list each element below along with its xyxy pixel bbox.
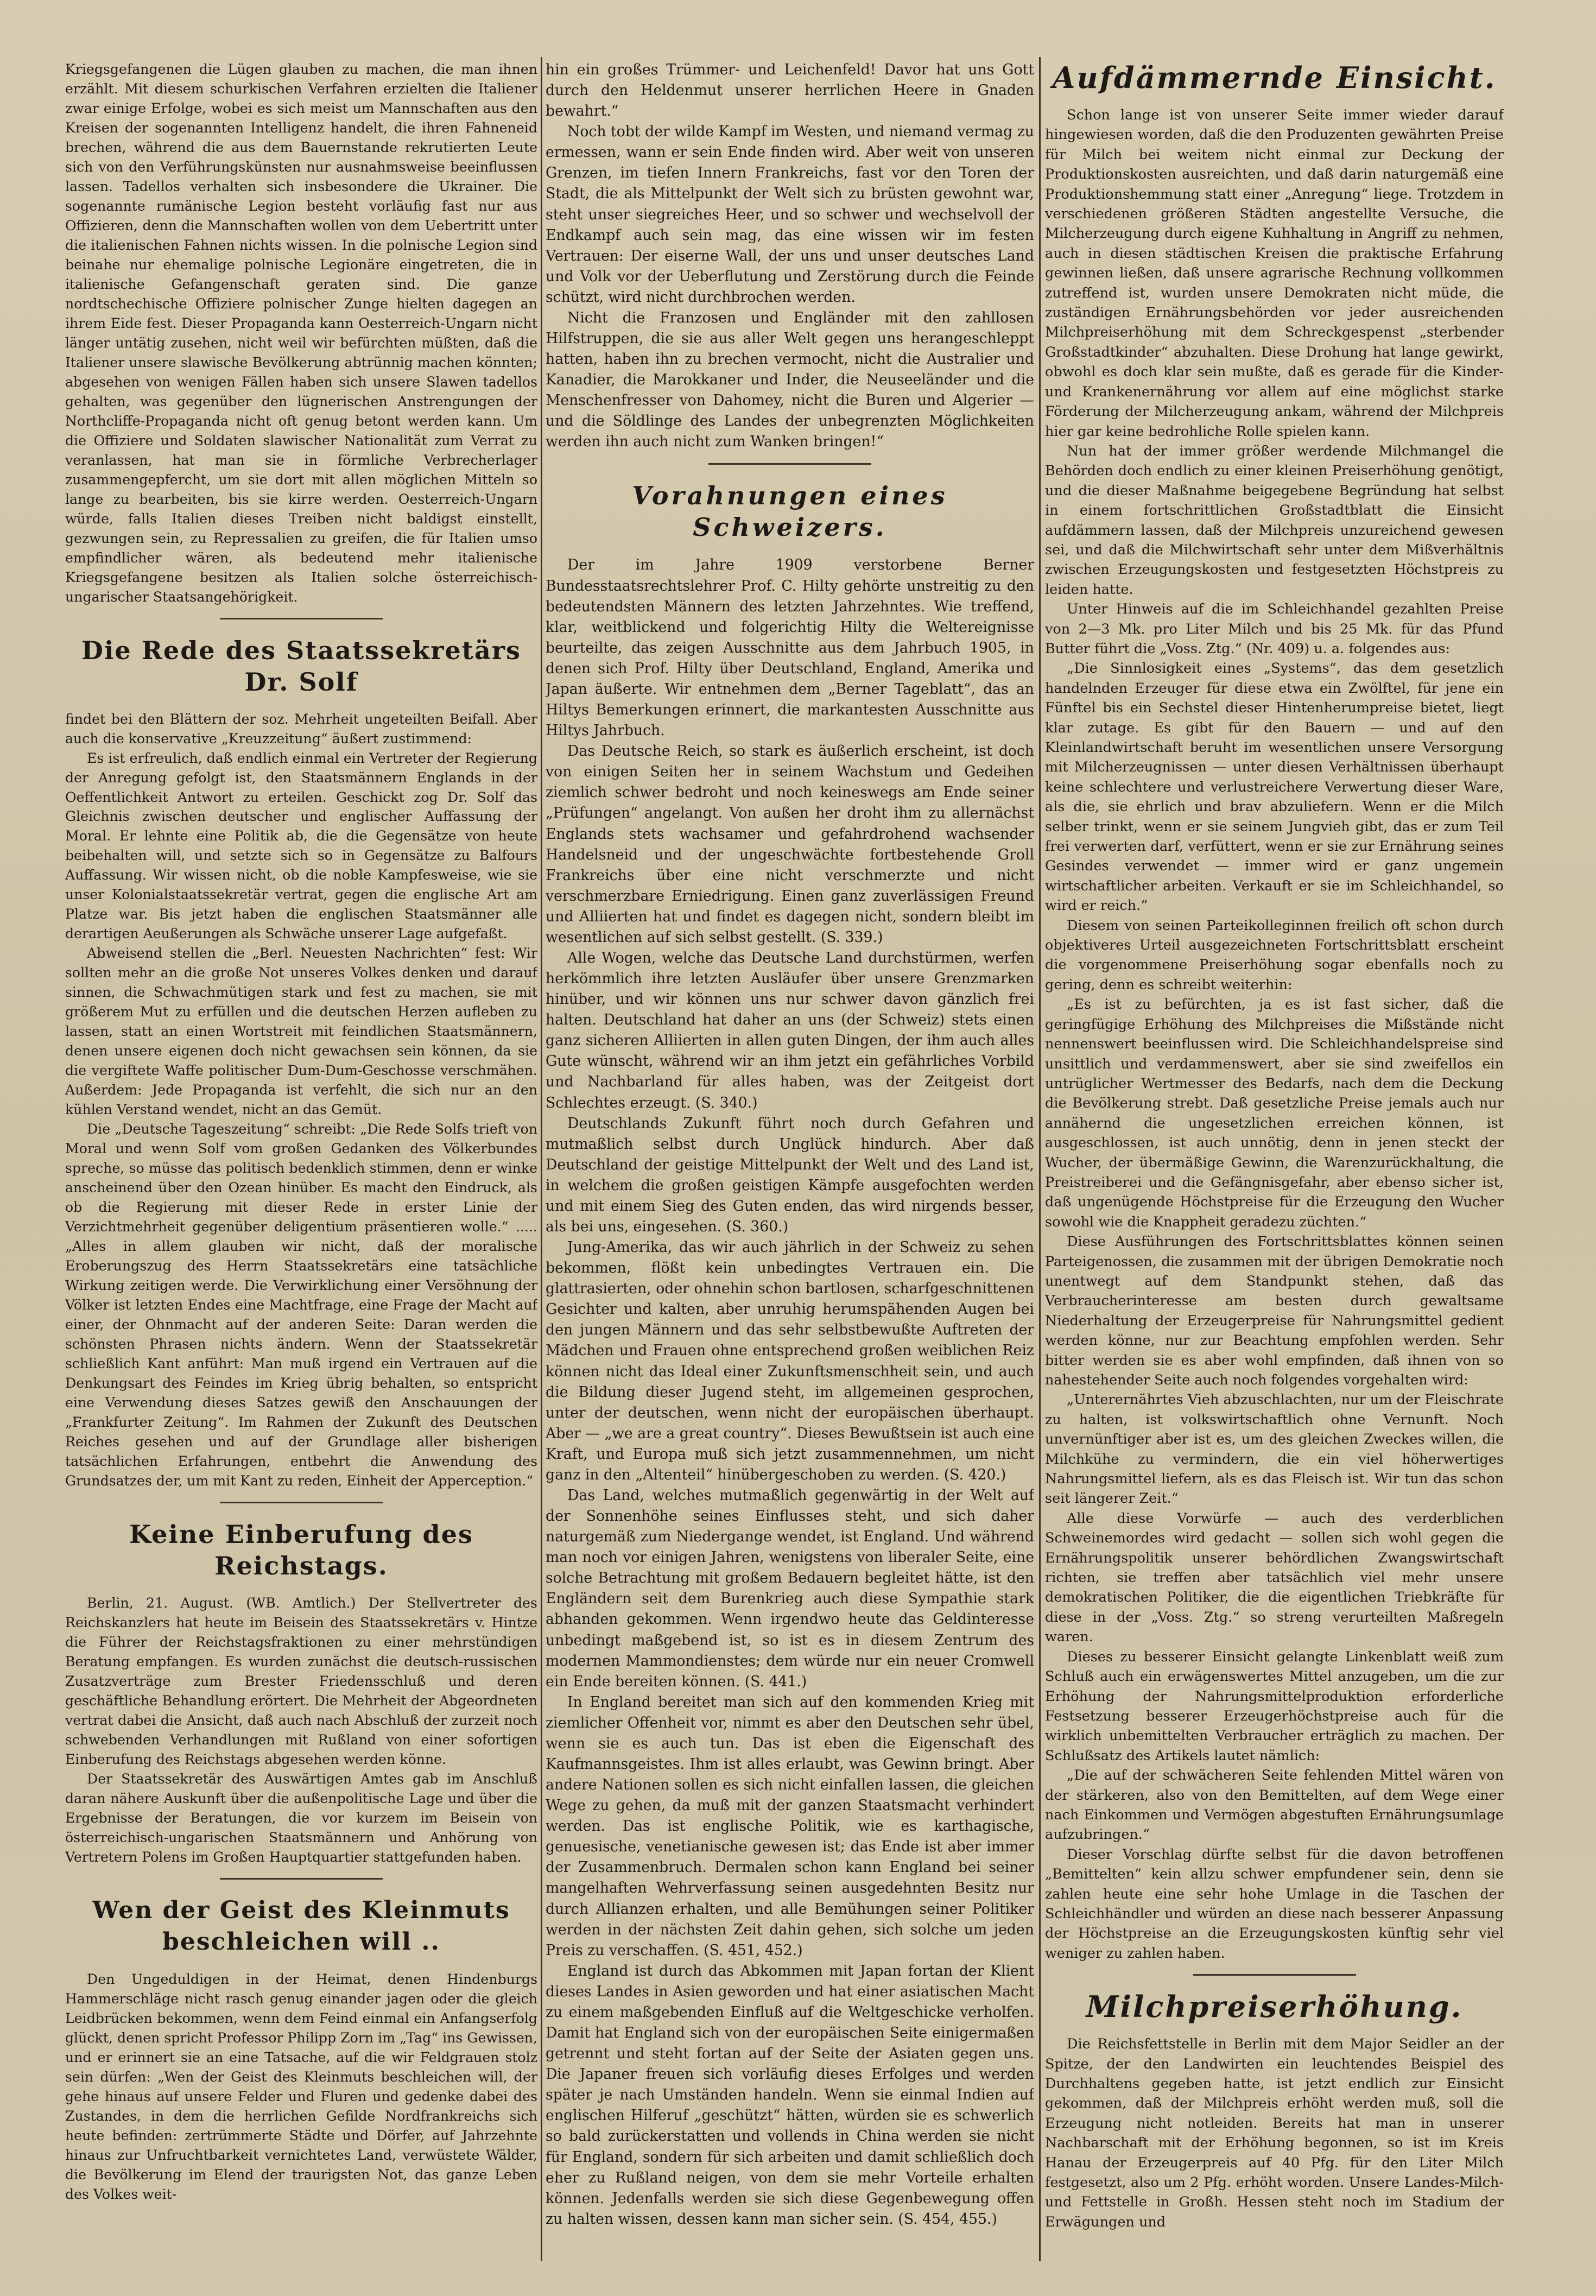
article-paragraph: „Es ist zu befürchten, ja es ist fast sicher, daß die geringfügige Erhöhung des Milchpreises die Mißstände nicht nennenswert beeinflussen wird. Die Schleichhandelspreise sind unsittlich und verdammenswert, aber sie sind zweifellos ein untrüglicher Wertmesser des Bedarfs, nach dem die Deckung die Bevölkerung strebt. Daß gesetzliche Preise jemals auch nur annähernd die ungesetzlichen erreichen können, ist ausgeschlossen, ist auch unnötig, denn in jenen steckt der Wucher, der übermäßige Gewinn, die Warenzurückhaltung, die Preistreiberei und die Gefängnisgefahr, aber ebenso sicher ist, daß ungenügende Höchstpreise für die Erzeugung den Wucher sowohl wie die Knappheit geradezu züchten.“ [1045,996,1504,1230]
article-divider [220,618,383,619]
article-divider [1193,1974,1356,1976]
article-paragraph: Das Land, welches mutmaßlich gegenwärtig in der Welt auf der Sonnenhöhe seines Einflusses steht, und sich daher naturgemäß zum Niedergange wendet, ist England. Und während man noch vor einigen Jahren, wenigstens von liberaler Seite, eine solche Betrachtung mit großem Bedauern begleitet hätte, ist den Engländern seit dem Burenkrieg auch diese Sympathie stark abhanden gekommen. Wenn irgendwo heute das Geldinteresse unbedingt maßgebend ist, so ist es in diesem Zentrum des modernen Mammondienstes; dem würde nur ein neuer Cromwell ein Ende bereiten können. (S. 441.) [546,1487,1034,1690]
article-paragraph: Schon lange ist von unserer Seite immer wieder darauf hingewiesen worden, daß die den Produzenten gewährten Preise für Milch bei weitem nicht einmal zur Deckung der Produktionskosten ausreichten, und daß darin naturgemäß eine Produktionshemmung statt einer „Anregung“ liege. Trotzdem in verschiedenen größeren Städten angestellte Versuche, die Milcherzeugung durch eigene Kuhhaltung in Angriff zu nehmen, auch in diesen städtischen Kreisen die praktische Erfahrung gewinnen ließen, daß unsere agrarische Rechnung vollkommen zutreffend ist, wurden unsere Demokraten nicht müde, die zuständigen Ernährungsbehörden vor jeder ausreichenden Milchpreiserhöhung mit dem Schreckgespenst „sterbender Großstadtkinder“ abzuhalten. Diese Drohung hat lange gewirkt, obwohl es doch klar sein mußte, daß es gerade für die Kinder- und Krankenernährung vor allem auf eine möglichst starke Förderung der Milcherzeugung ankam, während der Milchpreis hier gar keine bedrohliche Rolle spielen kann. [1045,107,1504,440]
article-paragraph: Nun hat der immer größer werdende Milchmangel die Behörden doch endlich zu einer kleinen Preiserhöhung genötigt, und die dieser Maßnahme beigegebene Begründung hat selbst in einem fortschrittlichen Großstadtblatt die Einsicht aufdämmern lassen, daß der Milchpreis unzureichend gewesen sei, und daß die Milchwirtschaft sehr unter dem Mißverhältnis zwischen Erzeugungskosten und festgesetzten Höchstpreis zu leiden hatte. [1045,442,1504,598]
column-right [1045,60,1504,2253]
headline-einsicht: Aufdämmernde Einsicht. [1052,60,1497,95]
article-paragraph: Noch tobt der wilde Kampf im Westen, und niemand vermag zu ermessen, wann er sein Ende finden wird. Aber weit von unseren Grenzen, im tiefen Innern Frankreichs, fast vor den Toren der Stadt, die als Mittelpunkt der Welt sich zu brüsten gewohnt war, steht unser siegreiches Heer, und so schwer und wechselvoll der Endkampf auch sein mag, das eine wissen wir im festen Vertrauen: Der eiserne Wall, der uns und unser deutsches Land und Volk vor der Ueberflutung und Zerstörung durch die Feinde schützt, wird nicht durchbrochen werden. [546,123,1034,306]
headline-reichstag: Keine Einberufung des Reichstags. [129,1519,473,1580]
article-paragraph: Berlin, 21. August. (WB. Amtlich.) Der Stellvertreter des Reichskanzlers hat heute im Beisein des Staatssekretärs v. Hintze die Führer der Reichstagsfraktionen zu einer mehrstündigen Beratung empfangen. Es wurden zunächst die deutsch-russischen Zusatzverträge zum Brester Friedensschluß und deren geschäftliche Behandlung erörtert. Die Mehrheit der Abgeordneten vertrat dabei die Ansicht, daß auch nach Abschluß der zurzeit noch schwebenden Verhandlungen mit Rußland von einer sofortigen Einberufung des Reichstags abgesehen werden könne. [65,1595,537,1767]
article-paragraph: Nicht die Franzosen und Engländer mit den zahllosen Hilfstruppen, die sie aus aller Welt gegen uns herangeschleppt hatten, haben ihn zu brechen vermocht, nicht die Australier und Kanadier, die Marokkaner und Inder, die Neuseeländer und die Menschenfresser von Dahomey, nicht die Buren und Algerier — und die Söldlinge des Landes der unbegrenzten Möglichkeiten werden ihn auch nicht zum Wanken bringen!“ [546,309,1034,451]
article-paragraph: Alle Wogen, welche das Deutsche Land durchstürmen, werfen herkömmlich ihre letzten Ausläufer über unsere Grenzmarken hinüber, und wir können uns nur schwer davon gänzlich frei halten. Deutschland hat daher an uns (der Schweiz) stets einen ganz sicheren Alliierten in allen guten Dingen, der ihm auch alles Gute wünscht, während wir an ihm jetzt ein gefährliches Vorbild und Nachbarland für alles haben, was der Zeitgeist dort Schlechtes erzeugt. (S. 340.) [546,949,1034,1111]
article-paragraph: Deutschlands Zukunft führt noch durch Gefahren und mutmaßlich selbst durch Unglück hindurch. Aber daß Deutschland der geistige Mittelpunkt der Welt und des Land ist, in welchem die großen geistigen Kämpfe ausgefochten werden und mit einem Sieg des Guten enden, das wird nirgends besser, als bei uns, eingesehen. (S. 360.) [546,1115,1034,1235]
article-paragraph: „Unterernährtes Vieh abzuschlachten, nur um der Fleischrate zu halten, ist volkswirtschaftlich ohne Vernunft. Noch unvernünftiger aber ist es, um des gleichen Zweckes willen, die Milchkühe zu vermindern, die ein viel höherwertiges Nahrungsmittel liefern, als es das Fleisch ist. Wir tun das schon seit längerer Zeit.“ [1045,1391,1504,1507]
article-paragraph: Diese Ausführungen des Fortschrittsblattes können seinen Parteigenossen, die zusammen mit der übrigen Demokratie noch unentwegt auf dem Standpunkt stehen, daß das Verbraucherinteresse am besten durch gewaltsame Niederhaltung der Erzeugerpreise für Nahrungsmittel gedient werden könne, nur zur Beachtung empfohlen werden. Sehr bitter werden sie es aber wohl empfinden, daß ihnen von so nahestehender Seite auch noch folgendes vorgehalten wird: [1045,1234,1504,1388]
article-paragraph: Kriegsgefangenen die Lügen glauben zu machen, die man ihnen erzählt. Mit diesem schurkischen Verfahren erzielten die Italiener zwar einige Erfolge, wobei es sich meist um Mannschaften aus den Kreisen der sogenannten Intelligenz handelt, die ihren Fahneneid brechen, während die aus dem Bauernstande rekrutierten Leute sich von den Verführungskünsten nur ausnahmsweise beeinflussen lassen. Tadellos verhalten sich insbesondere die Ukrainer. Die sogenannte rumänische Legion besteht vorläufig fast nur aus Offizieren, denn die Mannschaften wollen von dem Uebertritt unter die italienischen Fahnen nichts wissen. In die polnische Legion sind beinahe nur ehemalige polnische Legionäre eingetreten, die in italienische Gefangenschaft geraten sind. Die ganze nordtschechische Offiziere polnischer Zunge hielten dagegen an ihrem Eide fest. Dieser Propaganda kann Oesterreich-Ungarn nicht länger untätig zusehen, nicht weil wir befürchten müßten, daß die Italiener unsere slawische Bevölkerung abtrünnig machen könnten; abgesehen von wenigen Fällen haben sich unsere Slawen tadellos gehalten, was gegenüber den lügnerischen Anstrengungen der Northcliffe-Propaganda nicht oft genug betont werden kann. Um die Offiziere und Soldaten slawischer Nationalität zum Verrat zu veranlassen, hat man sie in förmliche Verbrecherlager zusammengepfercht, um sie dort mit allen möglichen Mitteln so lange zu bearbeiten, bis sie kirre werden. Oesterreich-Ungarn würde, falls Italien dieses Treiben nicht baldigst einstellt, gezwungen sein, zu Repressalien zu greifen, die für Italien umso empfindlicher wären, als bedeutend mehr italienische Kriegsgefangene besitzen als Italien solche österreichisch-ungarischer Staatsangehörigkeit. [65,61,537,605]
headline-solf-speech: Die Rede des Staatssekretärs Dr. Solf [81,635,521,697]
article-paragraph: „Die Sinnlosigkeit eines „Systems“, das dem gesetzlich handelnden Erzeuger für diese etwa ein Zwölftel, für jene ein Fünftel bis ein Sechstel dieser Hintenherumpreise bietet, liegt klar zutage. Es gibt für den Bauern — und auf den Kleinlandwirtschaft beruht im wesentlichen unsere Versorgung mit Milcherzeugnissen — unter diesen Verhältnissen überhaupt keine schlechtere und verlustreichere Verwertung dieser Ware, als die, sie ehrlich und brav abzuliefern. Wenn er die Milch selber trinkt, wenn er sie seinem Jungvieh gibt, das er zum Teil frei verwerten darf, verfüttert, wenn er sie zur Ernährung seines Gesindes verwendet — immer wird er ganz ungemein wirtschaftlicher arbeiten. Verkauft er sie im Schleichhandel, so wird er reich.“ [1045,660,1504,914]
headline-kleinmut: Wen der Geist des Kleinmuts beschleichen will .. [92,1896,510,1956]
article-paragraph: Alle diese Vorwürfe — auch des verderblichen Schweinemordes wird gedacht — sollen sich wohl gegen die Ernährungspolitik unserer behördlichen Zwangswirtschaft richten, sie treffen aber tatsächlich viel mehr unsere demokratischen Politiker, die die eigentlichen Triebkräfte für diese in der „Voss. Ztg.“ so streng verurteilten Maßregeln waren. [1045,1510,1504,1646]
column-middle [546,60,1034,2253]
headline-milchpreis: Milchpreiserhöhung. [1086,1989,1463,2025]
article-paragraph: Die Reichsfettstelle in Berlin mit dem Major Seidler an der Spitze, der den Landwirten ein leuchtendes Beispiel des Durchhaltens gegeben hatte, ist jetzt endlich zur Einsicht gekommen, daß der Milchpreis erhöht werden muß, soll die Erzeugung nicht notleiden. Bereits hat man in unserer Nachbarschaft mit der Erhöhung begonnen, so ist im Kreis Hanau der Erzeugerpreis auf 40 Pfg. für den Liter Milch festgesetzt, also um 2 Pfg. erhöht worden. Unsere Landes-Milch- und Fettstelle in Großh. Hessen steht noch im Stadium der Erwägungen und [1045,2036,1504,2230]
article-paragraph: In England bereitet man sich auf den kommenden Krieg mit ziemlicher Offenheit vor, nimmt es aber den Deutschen sehr übel, wenn sie es auch tun. Das ist eben die Eigenschaft des Kaufmannsgeistes. Ihm ist alles erlaubt, was Gewinn bringt. Aber andere Nationen sollen es sich nicht einfallen lassen, die gleichen Wege zu gehen, da muß mit der ganzen Staatsmacht verhindert werden. Das ist englische Politik, wie es karthagische, genuesische, venetianische gewesen ist; das Ende ist aber immer der Zusammenbruch. Dermalen schon kann England bei seiner mangelhaften Wehrverfassung seinen ausgedehnten Besitz nur durch Allianzen erhalten, und alle Bemühungen seiner Politiker werden in der nächsten Zeit dahin gehen, sich solche um jeden Preis zu verschaffen. (S. 451, 452.) [546,1693,1034,1959]
article-paragraph: Der im Jahre 1909 verstorbene Berner Bundesstaatsrechtslehrer Prof. C. Hilty gehörte unstreitig zu den bedeutendsten Männern des letzten Jahrzehntes. Wie treffend, klar, weitblickend und folgerichtig Hilty die Weltereignisse beurteilte, das zeigen Ausschnitte aus dem Jahrbuch 1905, in denen sich Prof. Hilty über Deutschland, England, Amerika und Japan äußerte. Wir entnehmen dem „Berner Tageblatt“, das an Hiltys Bemerkungen erinnert, die markantesten Ausschnitte aus Hiltys Jahrbuch. [546,556,1034,739]
article-paragraph: Unter Hinweis auf die im Schleichhandel gezahlten Preise von 2—3 Mk. pro Liter Milch und bis 25 Mk. für das Pfund Butter führt die „Voss. Ztg.“ (Nr. 409) u. a. folgendes aus: [1045,601,1504,657]
article-divider [220,1502,383,1503]
column-left [65,60,537,2253]
headline-schweizer: Vorahnungen eines Schweizers. [632,481,948,542]
article-divider [708,463,871,465]
article-paragraph: findet bei den Blättern der soz. Mehrheit ungeteilten Beifall. Aber auch die konservative „Kreuzzeitung“ äußert zustimmend: [65,711,537,747]
column-rule-right [1039,57,1041,2261]
article-paragraph: Abweisend stellen die „Berl. Neuesten Nachrichten“ fest: Wir sollten mehr an die große Not unseres Volkes denken und darauf sinnen, die Schwachmütigen stark und fest zu machen, sie mit größerem Mut zu erfüllen und die deutschen Herzen aufleben zu lassen, statt an einen Wortstreit mit feindlichen Staatsmännern, denen unsere eigenen doch nicht gewachsen sein können, da sie die vergiftete Waffe politischer Dum-Dum-Geschosse verschmähen. Außerdem: Jede Propaganda ist verfehlt, die sich nur an den kühlen Verstand wendet, nicht an das Gemüt. [65,945,537,1118]
article-paragraph: England ist durch das Abkommen mit Japan fortan der Klient dieses Landes in Asien geworden und hat einer asiatischen Macht zu einem maßgebenden Einfluß auf die Weltgeschicke verholfen. Damit hat England sich von der europäischen Seite einigermaßen getrennt und steht fortan auf der Seite der Asiaten gegen uns. Die Japaner freuen sich vorläufig dieses Erfolges und werden später je nach Umständen handeln. Wenn sie einmal Indien auf englischen Hilferuf „geschützt“ hätten, würden sie es schwerlich so bald zurückerstatten und vollends in China werden sie nicht für England, sondern für sich arbeiten und damit schließlich doch eher zu Rußland neigen, von dem sie mehr Vorteile erhalten können. Jedenfalls werden sie sich diese Gegenbewegung offen zu halten wissen, dessen kann man sicher sein. (S. 454, 455.) [546,1962,1034,2228]
article-paragraph: Der Staatssekretär des Auswärtigen Amtes gab im Anschluß daran nähere Auskunft über die außenpolitische Lage und über die Ergebnisse der Beratungen, die vor kurzem im Beisein von österreichisch-ungarischen Staatsmännern und Anhörung von Vertretern Polens im Großen Hauptquartier stattgefunden haben. [65,1770,537,1865]
article-divider [220,1878,383,1880]
column-rule-left [541,57,542,2261]
article-paragraph: Dieser Vorschlag dürfte selbst für die davon betroffenen „Bemittelten“ kein allzu schwer empfundener sein, denn sie zahlen heute eine sehr hohe Umlage in die Taschen der Schleichhändler und würden an diese nach besserer Anpassung der Höchstpreise an die Erzeugungskosten künftig sehr viel weniger zu zahlen haben. [1045,1846,1504,1962]
article-paragraph: „Die auf der schwächeren Seite fehlenden Mittel wären von der stärkeren, also von den Bemittelten, auf dem Wege einer nach Einkommen und Vermögen abgestuften Ernährungsumlage aufzubringen.“ [1045,1767,1504,1843]
article-paragraph: hin ein großes Trümmer- und Leichenfeld! Davor hat uns Gott durch den Heldenmut unserer herrlichen Heere in Gnaden bewahrt.“ [546,61,1034,120]
article-paragraph: Die „Deutsche Tageszeitung“ schreibt: „Die Rede Solfs trieft von Moral und wenn Solf vom großen Gedanken des Völkerbundes spreche, so müsse das politisch bedenklich stimmen, denn er winke anscheinend über den Ozean hinüber. Es macht den Eindruck, als ob die Regierung mit dieser Rede in erster Linie der Verzichtmehrheit gegenüber deligentium präsentieren wolle.“ ..... „Alles in allem glauben wir nicht, daß der moralische Eroberungszug des Herrn Staatssekretärs eine tatsächliche Wirkung zeitigen werde. Die Verwirklichung einer Versöhnung der Völker ist letzten Endes eine Machtfrage, eine Frage der Macht auf einer, der Ohnmacht auf der anderen Seite: Daran werden die schönsten Phrasen nichts ändern. Wenn der Staatssekretär schließlich Kant anführt: Man muß irgend ein Vertrauen auf die Denkungsart des Feindes im Krieg übrig behalten, so entspricht eine Verwendung dieses Satzes gewiß den Anschauungen der „Frankfurter Zeitung“. Im Rahmen der Zukunft des Deutschen Reiches gesehen und auf der Grundlage aller bisherigen tatsächlichen Erfahrungen, entbehrt die Anwendung des Grundsatzes der, um mit Kant zu reden, Einheit der Apperception.“ [65,1121,537,1489]
article-paragraph: Dieses zu besserer Einsicht gelangte Linkenblatt weiß zum Schluß auch ein erwägenswertes Mittel anzugeben, um die zur Erhöhung der Nahrungsmittelproduktion erforderliche Festsetzung besserer Erzeugerhöchstpreise auch für die wirklich unbemittelten Verbraucher erträglich zu machen. Der Schlußsatz des Artikels lautet nämlich: [1045,1648,1504,1764]
article-paragraph: Das Deutsche Reich, so stark es äußerlich erscheint, ist doch von einigen Seiten her in seinem Wachstum und Gedeihen ziemlich schwer bedroht und noch keineswegs am Ende seiner „Prüfungen“ angelangt. Von außen her droht ihm zu allernächst Englands stets wachsamer und gefahrdrohend wachsender Handelsneid und der ungeschwächte fortbestehende Groll Frankreichs über eine nicht verschmerzte und nicht verschmerzbare Erniedrigung. Einen ganz zuverlässigen Freund und Alliierten hat und findet es dagegen nicht, sondern bleibt im wesentlichen auf sich selbst gestellt. (S. 339.) [546,743,1034,946]
article-paragraph: Jung-Amerika, das wir auch jährlich in der Schweiz zu sehen bekommen, flößt kein unbedingtes Vertrauen ein. Die glattrasierten, oder ohnehin schon bartlosen, scharfgeschnittenen Gesichter und kalten, aber unruhig herumspähenden Augen bei den jungen Männern und das sehr selbstbewußte Auftreten der Mädchen und Frauen ohne entsprechend großen weiblichen Reiz können nicht das Ideal einer Zukunftsmenschheit sein, und auch die Bildung dieser Jugend steht, im allgemeinen gesprochen, unter der deutschen, wenn nicht der europäischen überhaupt. Aber — „we are a great country“. Dieses Bewußtsein ist auch eine Kraft, und Europa muß sich jetzt zusammennehmen, um nicht ganz in den „Altenteil“ hinübergeschoben zu werden. (S. 420.) [546,1239,1034,1483]
article-paragraph: Es ist erfreulich, daß endlich einmal ein Vertreter der Regierung der Anregung gefolgt ist, den Staatsmännern Englands in der Oeffentlichkeit Antwort zu erteilen. Geschickt zog Dr. Solf das Gleichnis zwischen deutscher und englischer Auffassung der Moral. Er lehnte eine Politik ab, die die Gegensätze von heute beibehalten will, und setzte sich so in Gegensätze zu Balfours Auffassung. Wir wissen nicht, ob die noble Kampfesweise, wie sie unser Kolonialstaatssekretär vertrat, gegen die englische Art am Platze war. Bis jetzt haben die englischen Staatsmänner alle derartigen Aeußerungen als Schwäche unserer Lage aufgefaßt. [65,750,537,942]
article-paragraph: Den Ungeduldigen in der Heimat, denen Hindenburgs Hammerschläge nicht rasch genug einander jagen oder die gleich Leidbrücken bekommen, wenn dem Feind einmal ein Anfangserfolg glückt, denen spricht Professor Philipp Zorn im „Tag“ ins Gewissen, und er erinnert sie an eine Tatsache, auf die wir Feldgrauen stolz sein dürfen: „Wen der Geist des Kleinmuts beschleichen will, der gehe hinaus auf unsere Felder und Fluren und gedenke dabei des Zustandes, in dem die herrlichen Gefilde Nordfrankreichs sich heute befinden: zertrümmerte Städte und Dörfer, auf Jahrzehnte hinaus zur Unfruchtbarkeit vernichtetes Land, verwüstete Wälder, die Bevölkerung im Elend der traurigsten Not, das ganze Leben des Volkes weit- [65,1971,537,2202]
article-paragraph: Diesem von seinen Parteikolleginnen freilich oft schon durch objektiveres Urteil ausgezeichneten Fortschrittsblatt erscheint die vorgenommene Preiserhöhung sogar ebenfalls noch zu gering, denn es schreibt weiterhin: [1045,917,1504,993]
